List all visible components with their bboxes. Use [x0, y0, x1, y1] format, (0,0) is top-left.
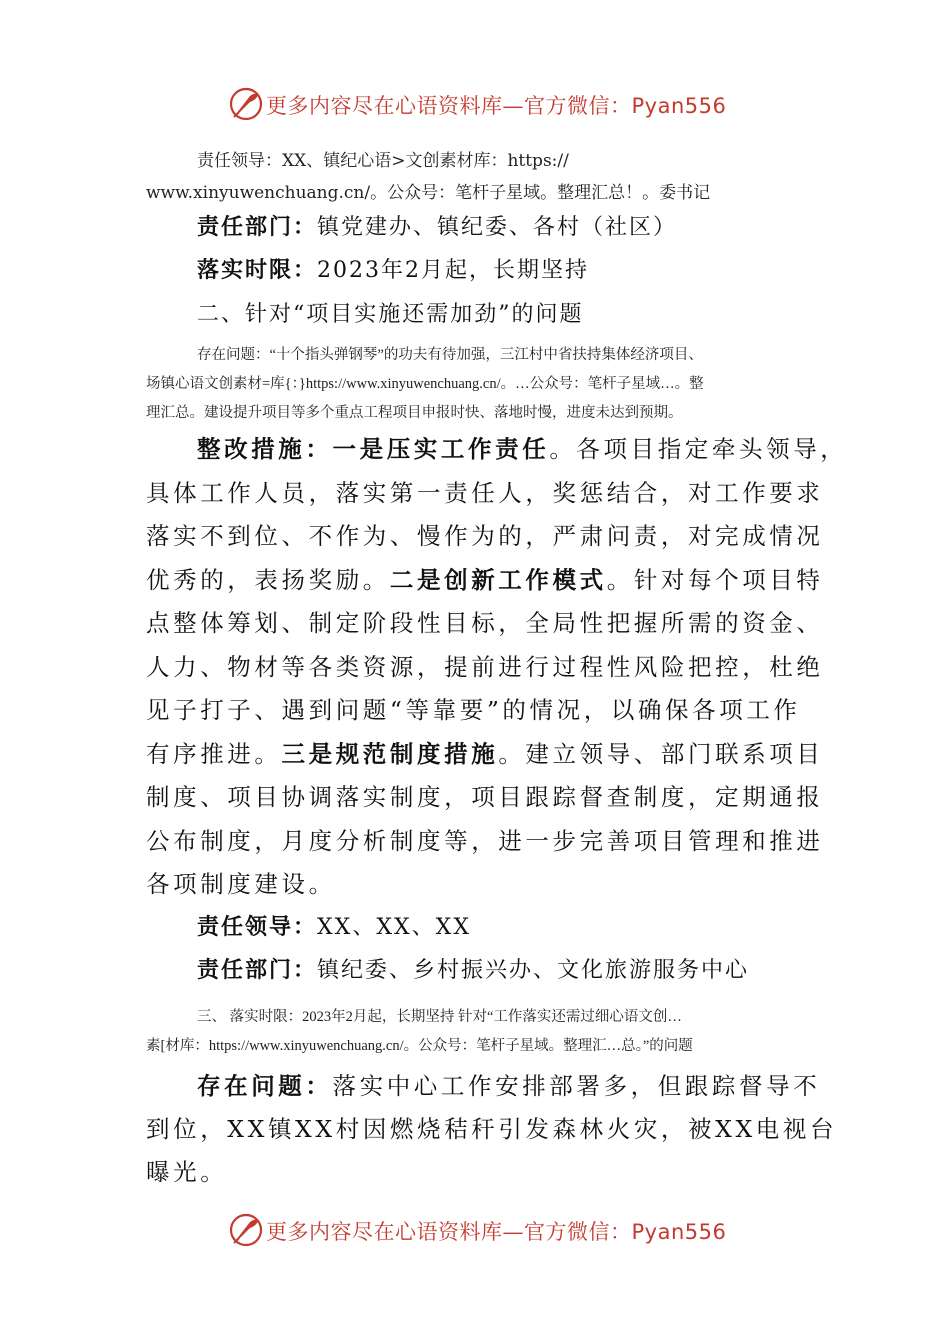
measures-line-10: 公布制度，月度分析制度等，进一步完善项目管理和推进	[146, 827, 824, 855]
watermark-text: 更多内容尽在心语资料库—官方微信：Pyan556	[266, 94, 727, 118]
problem2-line-3: 理汇总。建设提升项目等多个重点工程项目申报时快、落地时慢，进度未达到预期。	[146, 405, 683, 421]
measure-three-title: 三是规范制度措施	[281, 740, 499, 768]
watermark-banner-top	[0, 84, 950, 124]
measures-line-9: 制度、项目协调落实制度，项目跟踪督查制度，定期通报	[146, 783, 824, 811]
measures-label: 整改措施：	[197, 435, 333, 463]
quill-logo-icon	[228, 1212, 264, 1248]
measures-line-7: 见子打子、遇到问题“等靠要”的情况，以确保各项工作	[146, 696, 801, 724]
time-value: 2023年2月起，长期坚持	[317, 258, 590, 283]
problem2-line-2: 场镇心语文创素材=库{：}https://www.xinyuwenchuang.cn/。…公众号：笔杆子星域…。整	[146, 376, 704, 392]
measures-line-11: 各项制度建设。	[146, 870, 336, 898]
watermark-account: Pyan556	[631, 1220, 727, 1244]
quill-logo-icon	[228, 86, 264, 122]
section2-heading: 二、针对“项目实施还需加劲”的问题	[197, 302, 584, 327]
measures-line-2: 具体工作人员，落实第一责任人，奖惩结合，对工作要求	[146, 479, 824, 507]
measures-line-5: 点整体筹划、制定阶段性目标，全局性把握所需的资金、	[146, 609, 824, 637]
measures-line-8: 有序推进。三是规范制度措施。建立领导、部门联系项目	[146, 740, 824, 768]
watermark-account: Pyan556	[631, 94, 727, 118]
dept-line-1	[197, 210, 677, 241]
dept-line-section2: 责任部门：镇纪委、乡村振兴办、文化旅游服务中心	[197, 957, 750, 983]
watermark-text: 更多内容尽在心语资料库—官方微信：Pyan556	[266, 1220, 727, 1244]
section3-line-1: 三、 落实时限：2023年2月起，长期坚持 针对“工作落实还需过细心语文创…	[197, 1009, 682, 1025]
watermark-banner-bottom	[0, 1210, 950, 1250]
problem3-line-2: 到位，XX镇XX村因燃烧秸秆引发森林火灾，被XX电视台	[146, 1115, 838, 1143]
dept-label: 责任部门：	[197, 214, 318, 240]
time-line-1	[197, 253, 589, 284]
measure-two-title: 二是创新工作模式	[389, 566, 607, 594]
problem3-line-3: 曝光。	[146, 1158, 228, 1186]
measures-line-3: 落实不到位、不作为、慢作为的，严肃问责，对完成情况	[146, 522, 824, 550]
measures-line-6: 人力、物材等各类资源，提前进行过程性风险把控，杜绝	[146, 653, 824, 681]
problem2-line-1: 存在问题：“十个指头弹钢琴”的功夫有待加强，三江村中省扶持集体经济项目、	[197, 347, 703, 363]
problem3-line-1: 存在问题：落实中心工作安排部署多，但跟踪督导不	[197, 1072, 821, 1100]
section3-line-2: 素[材库：https://www.xinyuwenchuang.cn/。公众号：笔杆子星域。整理汇…总。”的问题	[146, 1038, 693, 1054]
leader-line-section2: 责任领导：XX、XX、XX	[197, 914, 471, 940]
measures-line-4: 优秀的，表扬奖励。二是创新工作模式。针对每个项目特	[146, 566, 824, 594]
leader-line-1: 责任领导：XX、镇纪心语>文创素材库：https://	[197, 151, 569, 171]
measure-one-title: 一是压实工作责任	[332, 435, 550, 463]
problem3-label: 存在问题：	[197, 1072, 333, 1100]
leader-line-2: www.xinyuwenchuang.cn/。公众号：笔杆子星域。整理汇总！。委书记	[146, 183, 711, 203]
dept-value: 镇党建办、镇纪委、各村（社区）	[317, 215, 678, 240]
measures-line-1: 整改措施：一是压实工作责任。各项目指定牵头领导，	[197, 435, 848, 463]
time-label: 落实时限：	[197, 257, 318, 283]
